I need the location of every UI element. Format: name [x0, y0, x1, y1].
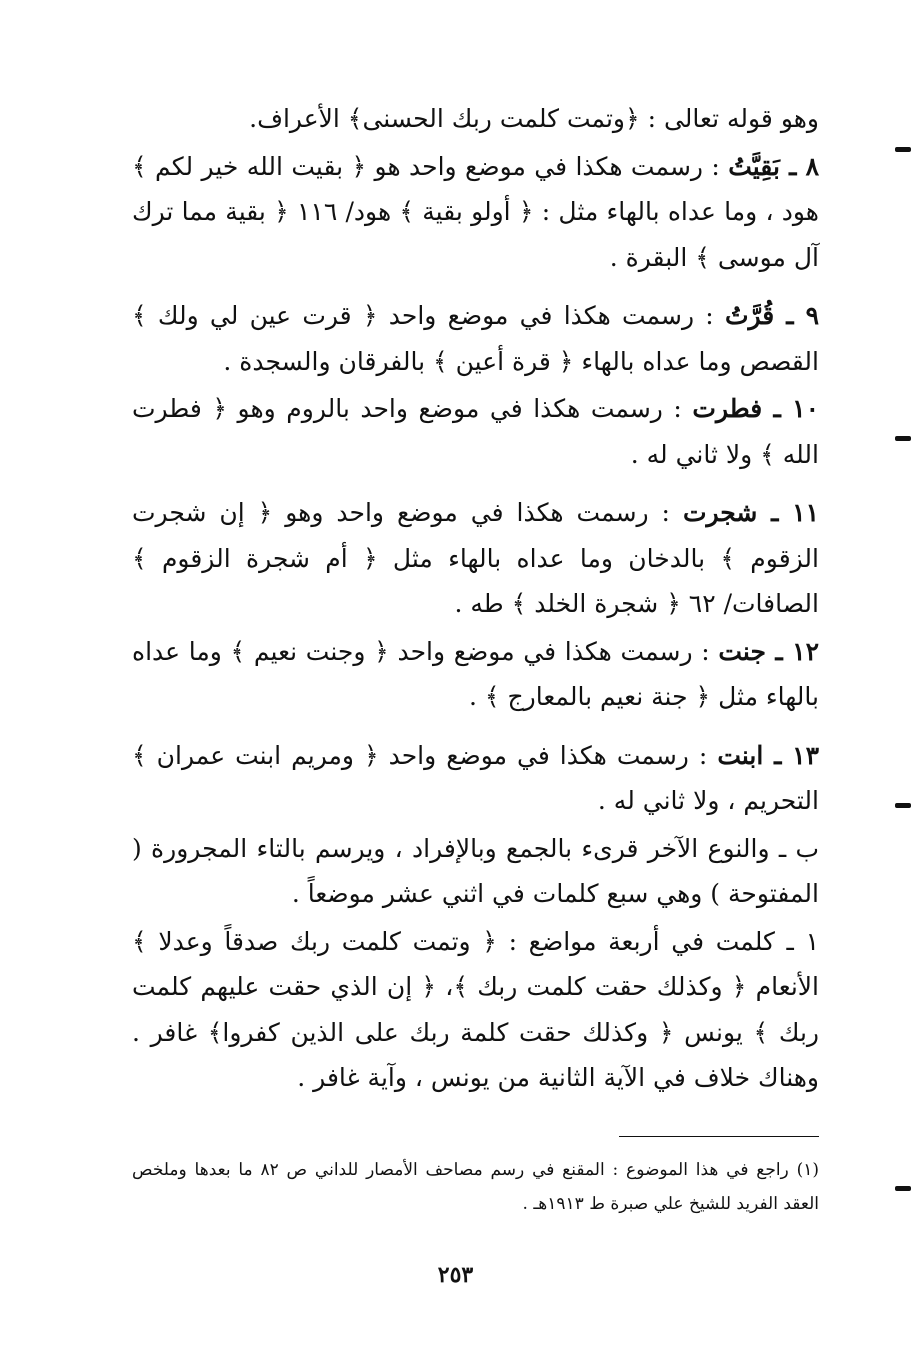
item-number: ٨ ـ [779, 151, 819, 181]
paragraph [132, 144, 819, 281]
paragraph [132, 826, 819, 917]
item-keyword: فطرت [692, 394, 763, 423]
paragraph [132, 96, 819, 142]
paragraph-text: : رسمت هكذا في موضع واحد بالروم وهو ﴿ فطرت الله ﴾ ولا ثاني له . [132, 394, 819, 469]
footnote [132, 1153, 819, 1221]
item-keyword: جنت [718, 636, 766, 666]
item-number: ١٣ ـ [763, 740, 820, 770]
paragraph-text: ١ ـ كلمت في أربعة مواضع : ﴿ وتمت كلمت ربك صدقاً وعدلا ﴾ الأنعام ﴿ وكذلك حقت كلمت ربك ﴾، ﴿ إن الذي حقت عليهم كلمت ربك ﴾ يونس ﴿ وكذلك حقت كلمة ربك على الذين كفروا﴾ غافر . وهناك خلاف في الآية الثانية من يونس ، وآية غافر . [132, 926, 819, 1092]
paragraph-text: : رسمت هكذا في موضع واحد هو ﴿ بقيت الله خير لكم ﴾ هود ، وما عداه بالهاء مثل : ﴿ أولو بقية ﴾ هود/ ١١٦ ﴿ بقية مما ترك آل موسى ﴾ البقرة . [132, 151, 819, 272]
item-keyword: ابنت [717, 740, 764, 770]
page-number: ٢٥٣ [437, 1262, 474, 1288]
paragraph-text: : رسمت هكذا في موضع واحد ﴿ وجنت نعيم ﴾ وما عداه بالهاء مثل ﴿ جنة نعيم بالمعارج ﴾ . [132, 636, 819, 711]
paragraph-text: ب ـ والنوع الآخر قرىء بالجمع وبالإفراد ، ويرسم بالتاء المجرورة ( المفتوحة ) وهي سبع كلمات في اثني عشر موضعاً . [132, 833, 819, 908]
paragraph [132, 629, 819, 720]
footnote-divider [619, 1136, 819, 1137]
paragraph [132, 386, 819, 477]
item-number: ١١ ـ [757, 498, 820, 527]
footnote-text: (١) راجع في هذا الموضوع : المقنع في رسم مصاحف الأمصار للداني ص ٨٢ ما بعدها وملخص العقد الفريد للشيخ علي صبرة ط ١٩١٣هـ . [132, 1160, 819, 1214]
paragraph-text: : رسمت هكذا في موضع واحد وهو ﴿ إن شجرت الزقوم ﴾ بالدخان وما عداه بالهاء مثل ﴿ أم شجرة الزقوم ﴾ الصافات/ ٦٢ ﴿ شجرة الخلد ﴾ طه . [132, 498, 819, 618]
edge-mark [895, 1186, 911, 1191]
paragraph [132, 919, 819, 1101]
paragraph [132, 733, 819, 824]
item-keyword: شجرت [682, 498, 758, 527]
paragraph-text: : رسمت هكذا في موضع واحد ﴿ ومريم ابنت عمران ﴾ التحريم ، ولا ثاني له . [132, 740, 819, 815]
paragraph-text: : رسمت هكذا في موضع واحد ﴿ قرت عين لي ولك ﴾ القصص وما عداه بالهاء ﴿ قرة أعين ﴾ بالفرقان والسجدة . [132, 301, 819, 376]
paragraph [132, 293, 819, 384]
paragraph [132, 490, 819, 627]
item-number: ١٠ ـ [762, 394, 820, 423]
item-keyword: قُرَّتُ [724, 301, 775, 330]
item-keyword: بَقِيَّتُ [728, 151, 780, 181]
paragraph-text: وهو قوله تعالى : ﴿وتمت كلمت ربك الحسنى﴾ الأعراف. [249, 104, 819, 133]
edge-mark [895, 147, 911, 152]
item-number: ١٢ ـ [765, 636, 819, 666]
edge-mark [895, 436, 911, 441]
edge-mark [895, 803, 911, 808]
main-text [132, 96, 819, 1101]
item-number: ٩ ـ [774, 301, 819, 330]
